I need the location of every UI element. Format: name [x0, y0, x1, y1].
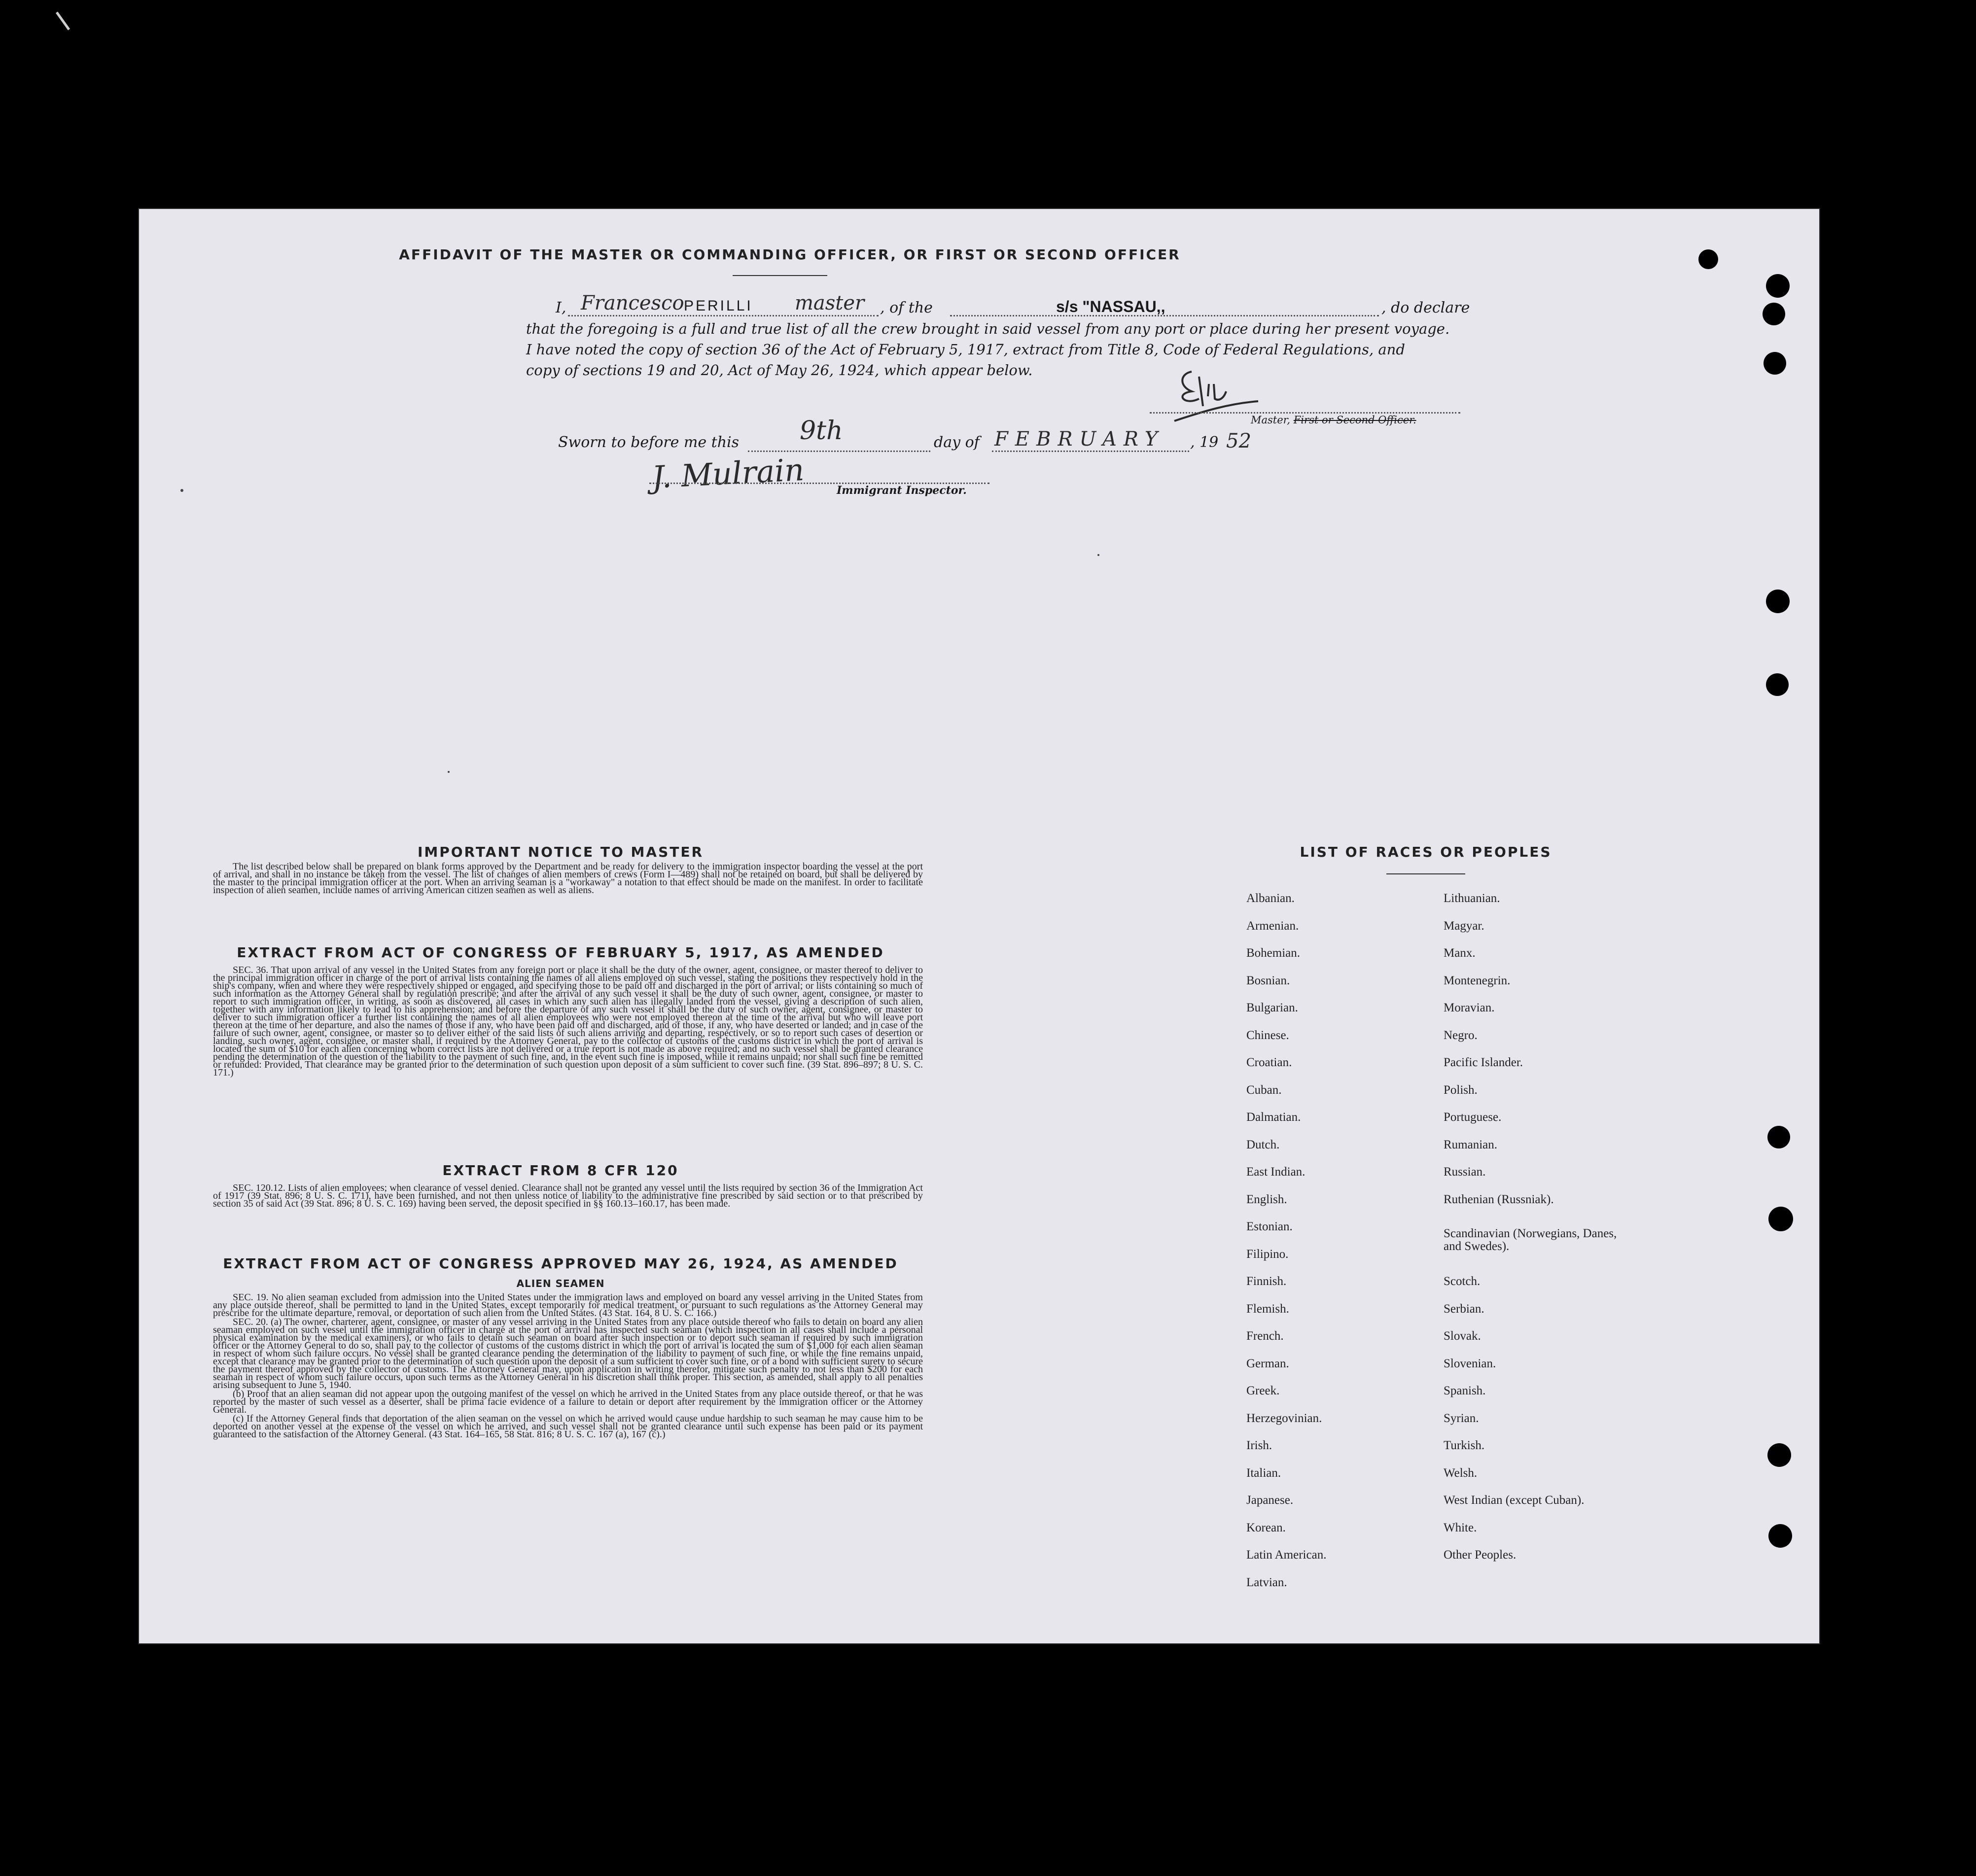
race-item: Dalmatian.	[1246, 1111, 1301, 1124]
punch-hole	[1764, 352, 1786, 375]
affidavit-prefix: I,	[556, 299, 566, 316]
punch-hole	[1768, 1524, 1792, 1548]
race-item: Montenegrin.	[1444, 973, 1511, 987]
extract-1924-subtitle: ALIEN SEAMEN	[516, 1278, 605, 1289]
race-item: Pacific Islander.	[1444, 1056, 1523, 1069]
punch-hole	[1768, 1207, 1793, 1231]
year-prefix: , 19	[1190, 434, 1219, 451]
race-item: Italian.	[1246, 1466, 1281, 1480]
vessel-name: s/s "NASSAU,,	[1056, 298, 1165, 315]
sworn-prefix: Sworn to before me this	[558, 434, 740, 451]
race-item: French.	[1246, 1329, 1284, 1343]
scan-speck	[180, 489, 183, 492]
race-item: Turkish.	[1444, 1439, 1485, 1452]
race-item: Chinese.	[1246, 1028, 1289, 1042]
race-item: Estonian.	[1246, 1220, 1293, 1233]
race-item: Lithuanian.	[1444, 892, 1500, 905]
race-item: Negro.	[1444, 1028, 1478, 1042]
race-item: Slovenian.	[1444, 1356, 1496, 1370]
master-rank-handwritten: master	[795, 292, 865, 314]
race-item: Other Peoples.	[1444, 1548, 1517, 1562]
punch-hole	[1763, 303, 1785, 325]
scan-speck	[448, 771, 450, 773]
race-item: Bosnian.	[1246, 973, 1290, 987]
race-item: Ruthenian (Russniak).	[1444, 1192, 1554, 1206]
race-item: Serbian.	[1444, 1302, 1484, 1316]
race-item: Greek.	[1246, 1384, 1280, 1397]
race-item: Magyar.	[1444, 919, 1484, 933]
extract-cfr-text	[213, 1184, 923, 1209]
race-item: Croatian.	[1246, 1056, 1292, 1069]
punch-hole	[1766, 673, 1789, 696]
extract-1917-text	[213, 966, 923, 1077]
race-item: Irish.	[1246, 1439, 1272, 1452]
extract-1917-paragraph: SEC. 36. That upon arrival of any vessel in the United States from any foreign port or place it shall be the duty of the owner, agent, consignee, or master thereof to deliver to the principal immigration officer in charge of the port of arrival lists containing the names of all aliens employed on such vessel, stating the positions they respectively hold in the ship's company, when and where they were respectively shipped or engaged, and specifying those to be paid off and discharged in the port of arrival; or lists containing so much of such information as the Attorney General shall by regulation prescribe; and after the arrival of any such vessel it shall be the duty of such owner, agent, consignee, or master to report to such immigration officer, in writing, as soon as discovered, all cases in which any such alien has illegally landed from the vessel, giving a description of such alien, together with any information likely to lead to his apprehension; and before the departure of any such vessel it shall be the duty of such owner, agent, consignee, or master to deliver to such immigration officer a further list containing the names of all alien employees who were not employed thereon at the time of the arrival but who will leave port thereon at the time of her departure, and also the names of those if any, who have been paid off and discharged, and of those, if any, who have deserted or landed; and in case of the failure of such owner, agent, consignee, or master so to deliver either of the said lists of such aliens arriving and departing, respectively, or so to report such cases of desertion or landing, such owner, agent, consignee, or master shall, if required by the Attorney General, pay to the collector of customs of the customs district in which the port of arrival is located the sum of $10 for each alien concerning whom correct lists are not delivered or a true report is not made as above required; and no such vessel shall be granted clearance pending the determination of the question of the liability to the payment of such fine, and, in the event such fine is imposed, while it remains unpaid; nor shall such fine be remitted or refunded: Provided, That clearance may be granted prior to the determination of such question upon deposit of a sum sufficient to cover such fine. (39 Stat. 896–897; 8 U. S. C. 171.)	[213, 965, 923, 1078]
races-column-1	[1246, 892, 1326, 1603]
extract-cfr-title: EXTRACT FROM 8 CFR 120	[442, 1162, 679, 1179]
races-column-2	[1444, 892, 1651, 1576]
do-declare-text: , do declare	[1381, 299, 1470, 316]
race-item: Manx.	[1444, 946, 1476, 960]
race-item: Albanian.	[1246, 892, 1295, 905]
inspector-caption: Immigrant Inspector.	[837, 484, 967, 497]
race-item: Welsh.	[1444, 1466, 1478, 1480]
race-item: Cuban.	[1246, 1083, 1282, 1097]
race-item: Russian.	[1444, 1165, 1486, 1179]
punch-hole	[1766, 590, 1790, 613]
extract-1924-sec19: SEC. 19. No alien seaman excluded from admission into the United States under the immigration laws and employed on board any vessel arriving in the United States from any place outside thereof, shall be permitted to land in the United States, except temporarily for medical treatment, or pursuant to such regulations as the Attorney General may prescribe for the ultimate departure, removal, or deportation of such alien from the United States. (43 Stat. 164, 8 U. S. C. 166.)	[213, 1292, 923, 1319]
race-item: West Indian (except Cuban).	[1444, 1494, 1585, 1507]
day-of-text: day of	[934, 434, 980, 451]
signer-caption-master: Master,	[1251, 414, 1294, 426]
master-firstname-handwritten: Francesco	[581, 292, 684, 314]
affidavit-line-2: that the foregoing is a full and true list of all the crew brought in said vessel from any port or place during her present voyage.	[526, 320, 1450, 337]
race-item: Finnish.	[1246, 1275, 1287, 1288]
of-the-text: , of the	[880, 299, 933, 316]
race-item: Syrian.	[1444, 1411, 1479, 1425]
races-title: LIST OF RACES OR PEOPLES	[1300, 844, 1552, 860]
race-item: Moravian.	[1444, 1001, 1495, 1014]
race-item: Filipino.	[1246, 1247, 1289, 1261]
extract-1924-title: EXTRACT FROM ACT OF CONGRESS APPROVED MAY 26, 1924, AS AMENDED	[223, 1255, 898, 1272]
sworn-day-handwritten: 9th	[800, 416, 843, 446]
vessel-dotted-line	[950, 315, 1379, 316]
sworn-month-handwritten: FEBRUARY	[994, 428, 1165, 451]
race-item: Flemish.	[1246, 1302, 1289, 1316]
notice-text	[213, 863, 923, 895]
race-item: Latin American.	[1246, 1548, 1327, 1562]
sworn-month-dotted-line	[992, 451, 1189, 452]
extract-1924-sec20c: (c) If the Attorney General finds that deportation of the alien seaman on the vessel on which he arrived would cause undue hardship to such seaman he may cause him to be deported on another vessel at the expense of the vessel on which he arrived, and such vessel shall not be granted clearance until such expense has been paid or its payment guaranteed to the satisfaction of the Attorney General. (43 Stat. 164–165, 58 Stat. 816; 8 U. S. C. 167 (a), 167 (c).)	[213, 1413, 923, 1440]
signature-dotted-line	[1150, 412, 1460, 414]
name-dotted-line	[568, 315, 879, 316]
affidavit-line-4: copy of sections 19 and 20, Act of May 26, 1924, which appear below.	[526, 362, 1033, 379]
affidavit-line-3: I have noted the copy of section 36 of the Act of February 5, 1917, extract from Title 8, Code of Federal Regulations, and	[526, 341, 1405, 358]
race-item: Polish.	[1444, 1083, 1478, 1097]
punch-hole	[1698, 249, 1718, 269]
sworn-day-dotted-line	[748, 451, 930, 452]
race-item: Spanish.	[1444, 1384, 1486, 1397]
race-item: Rumanian.	[1444, 1138, 1498, 1151]
punch-hole	[1767, 1443, 1791, 1467]
extract-1924-sec20a: SEC. 20. (a) The owner, charterer, agent, consignee, or master of any vessel arriving in the United States from any place outside thereof who fails to detain on board any alien seaman employed on such vessel until the immigration officer in charge at the port of arrival has inspected such seaman (which inspection in all cases shall include a personal physical examination by the medical examiners), or who fails to detain such seaman on board after such inspection or to deport such seaman if required by such immigration officer or the Attorney General to do so, shall pay to the collector of customs of the customs district in which the port of arrival is located the sum of $1,000 for each alien seaman in respect of whom such failure occurs. No vessel shall be granted clearance pending the determination of the liability to payment of such fine, or while the fine remains unpaid, except that clearance may be granted prior to the determination of such question upon the deposit of a sum sufficient to cover such fine, or of a bond with sufficient surety to secure the payment thereof approved by the collector of customs. The Attorney General may, upon application in writing therefor, mitigate such penalty to not less than $200 for each seaman in respect of whom such failure occurs, upon such terms as the Attorney General in his discretion shall think proper. This section, as amended, shall apply to all penalties arising subsequent to June 5, 1940.	[213, 1317, 923, 1390]
race-item: Scotch.	[1444, 1275, 1481, 1288]
race-item: Latvian.	[1246, 1575, 1287, 1589]
race-item: Bohemian.	[1246, 946, 1301, 960]
scan-speck	[1097, 554, 1099, 556]
year-suffix-handwritten: 52	[1226, 430, 1251, 452]
race-item: East Indian.	[1246, 1165, 1306, 1179]
affidavit-title: AFFIDAVIT OF THE MASTER OR COMMANDING OFFICER, OR FIRST OR SECOND OFFICER	[399, 246, 1181, 263]
race-item: Japanese.	[1246, 1494, 1294, 1507]
signer-caption	[1251, 414, 1416, 426]
master-surname: PERILLI	[684, 298, 753, 314]
signer-caption-struck: First or Second Officer.	[1293, 414, 1416, 426]
notice-title: IMPORTANT NOTICE TO MASTER	[417, 844, 704, 860]
extract-1924-text	[213, 1293, 923, 1439]
race-item: Armenian.	[1246, 919, 1299, 933]
punch-hole	[1767, 1126, 1790, 1148]
punch-hole	[1766, 274, 1790, 298]
race-item: Korean.	[1246, 1521, 1286, 1534]
race-item: Scandinavian (Norwegians, Danes, and Swedes).	[1444, 1227, 1617, 1253]
inspector-signature: J. Mulrain	[651, 451, 805, 496]
race-item: White.	[1444, 1521, 1477, 1534]
race-item: Dutch.	[1246, 1138, 1280, 1151]
notice-paragraph: The list described below shall be prepared on blank forms approved by the Department and be ready for delivery to the immigration inspector boarding the vessel at the port of arrival, and shall in no instance be taken from the vessel. The list of changes of alien members of crews (Form I—489) shall not be retained on board, but shall be delivered by the master to the principal immigration officer at the port. When an arriving seaman is a "workaway" a notation to that effect should be made on the manifest. In order to facilitate inspection of alien seamen, include names of arriving American citizen seamen as well as aliens.	[213, 861, 923, 896]
race-item: German.	[1246, 1356, 1289, 1370]
race-item: Slovak.	[1444, 1329, 1481, 1343]
title-rule	[733, 275, 827, 276]
extract-1917-title: EXTRACT FROM ACT OF CONGRESS OF FEBRUARY 5, 1917, AS AMENDED	[237, 944, 884, 961]
races-title-rule	[1386, 873, 1465, 874]
race-item: Herzegovinian.	[1246, 1411, 1322, 1425]
document-page	[139, 209, 1819, 1643]
scanner-mark-icon	[54, 10, 74, 35]
race-item: English.	[1246, 1192, 1287, 1206]
race-item: Bulgarian.	[1246, 1001, 1298, 1014]
extract-1924-sec20b: (b) Proof that an alien seaman did not appear upon the outgoing manifest of the vessel on which he arrived in the United States from any place outside thereof, or that he was reported by the master of such vessel as a deserter, shall be prima facie evidence of a failure to detain or deport after requirement by the immigration officer or the Attorney General.	[213, 1389, 923, 1415]
race-item: Portuguese.	[1444, 1111, 1502, 1124]
extract-cfr-paragraph: SEC. 120.12. Lists of alien employees; when clearance of vessel denied. Clearance shall not be granted any vessel until the lists required by section 36 of the Immigration Act of 1917 (39 Stat. 896; 8 U. S. C. 171), have been furnished, and not then unless notice of liability to the administrative fine prescribed by said section or to that prescribed by section 35 of said Act (39 Stat. 896; 8 U. S. C. 169) having been served, the deposit specified in §§ 160.13–160.17, has been made.	[213, 1182, 923, 1209]
